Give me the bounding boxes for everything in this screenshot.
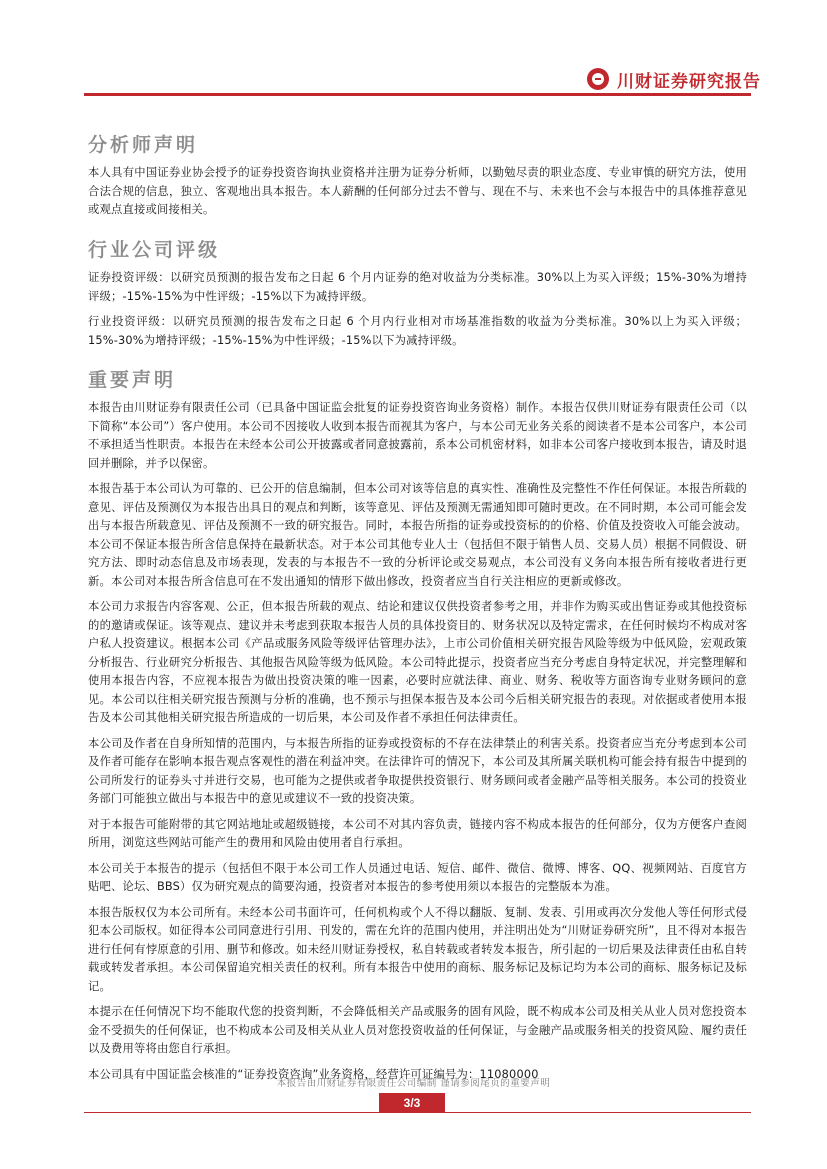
disclaimer-paragraph: 本提示在任何情况下均不能取代您的投资判断，不会降低相关产品或服务的固有风险，既不构成本公司及相关从业人员对您投资本金不受损失的任何保证，也不构成本公司及相关从业人员对您投资收益的任何保证，与金融产品或服务相关的投资风险、履约责任以及费用等将由您自行承担。: [88, 1005, 747, 1055]
industry-rating-paragraph: 行业投资评级：以研究员预测的报告发布之日起 6 个月内行业相对市场基准指数的收益为分类标准。30%以上为买入评级；15%-30%为增持评级；-15%-15%为中性评级；-15%以下为减持评级。: [88, 315, 747, 347]
license-paragraph: 本公司具有中国证监会核准的“证券投资咨询”业务资格，经营许可证编号为：11080000: [88, 1067, 539, 1081]
section-title-disclaimer: 重要声明: [88, 369, 177, 391]
analyst-statement-paragraph: 本人具有中国证券业协会授予的证券投资咨询执业资格并注册为证券分析师，以勤勉尽责的职业态度、专业审慎的研究方法，使用合法合规的信息，独立、客观地出具本报告。本人薪酬的任何部分过去不曾与、现在不与、未来也不会与本报告中的具体推荐意见或观点直接或间接相关。: [88, 166, 747, 216]
disclaimer-paragraph: 本报告版权仅为本公司所有。未经本公司书面许可，任何机构或个人不得以翻版、复制、发表、引用或再次分发他人等任何形式侵犯本公司版权。如征得本公司同意进行引用、刊发的，需在允许的范围内使用，并注明出处为“川财证券研究所”，且不得对本报告进行任何有悖原意的引用、删节和修改。如未经川财证券授权，私自转载或者转发本报告，所引起的一切后果及法律责任由私自转载或转发者承担。本公司保留追究相关责任的权利。所有本报告中使用的商标、服务标记及标记均为本公司的商标、服务标记及标记。: [88, 905, 747, 993]
disclaimer-section: [88, 369, 747, 1084]
header-divider: [84, 93, 751, 96]
page-number: 3/3: [379, 1093, 445, 1113]
section-title-analyst-statement: 分析师声明: [88, 134, 199, 156]
rating-section: [88, 239, 747, 350]
brand-title: 川财证券研究报告: [617, 71, 761, 92]
disclaimer-paragraph: 本报告由川财证券有限责任公司（已具备中国证监会批复的证券投资咨询业务资格）制作。本报告仅供川财证券有限责任公司（以下简称“本公司”）客户使用。本公司不因接收人收到本报告而视其为客户，与本公司无业务关系的阅读者不是本公司客户，本公司不承担适当性职责。本报告在未经本公司公开披露或者同意披露前，系本公司机密材料，如非本公司客户接收到本报告，请及时退回并删除，并予以保密。: [88, 401, 747, 470]
disclaimer-paragraph: 本公司关于本报告的提示（包括但不限于本公司工作人员通过电话、短信、邮件、微信、微博、博客、QQ、视频网站、百度官方贴吧、论坛、BBS）仅为研究观点的简要沟通，投资者对本报告的参考使用须以本报告的完整版本为准。: [88, 861, 747, 893]
security-rating-paragraph: 证券投资评级：以研究员预测的报告发布之日起 6 个月内证券的绝对收益为分类标准。30%以上为买入评级；15%-30%为增持评级；-15%-15%为中性评级；-15%以下为减持评级。: [88, 271, 747, 303]
footer-divider: [84, 1112, 751, 1113]
footer-note: 本报告由川财证券有限责任公司编制 谨请参阅尾页的重要声明: [276, 1078, 551, 1089]
header-brand: [587, 66, 761, 92]
disclaimer-paragraph: 本公司及作者在自身所知情的范围内，与本报告所指的证券或投资标的不存在法律禁止的利害关系。投资者应当充分考虑到本公司及作者可能存在影响本报告观点客观性的潜在利益冲突。在法律许可的情况下，本公司及其所属关联机构可能会持有报告中提到的公司所发行的证券头寸并进行交易，也可能为之提供或者争取提供投资银行、财务顾问或者金融产品等相关服务。本公司的投资业务部门可能独立做出与本报告中的意见或建议不一致的投资决策。: [88, 736, 747, 805]
section-title-rating: 行业公司评级: [88, 239, 221, 261]
analyst-statement-section: [88, 134, 747, 220]
disclaimer-paragraph: 对于本报告可能附带的其它网站地址或超级链接，本公司不对其内容负责，链接内容不构成本报告的任何部分，仅为方便客户查阅所用，浏览这些网站可能产生的费用和风险由使用者自行承担。: [88, 817, 747, 849]
disclaimer-paragraph: 本公司力求报告内容客观、公正，但本报告所载的观点、结论和建议仅供投资者参考之用，并非作为购买或出售证券或其他投资标的的邀请或保证。该等观点、建议并未考虑到获取本报告人员的具体投资目的、财务状况以及特定需求，在任何时候均不构成对客户私人投资建议。根据本公司《产品或服务风险等级评估管理办法》，上市公司价值相关研究报告风险等级为中低风险，宏观政策分析报告、行业研究分析报告、其他报告风险等级为低风险。本公司特此提示，投资者应当充分考虑自身特定状况，并完整理解和使用本报告内容，不应视本报告为做出投资决策的唯一因素，必要时应就法律、商业、财务、税收等方面咨询专业财务顾问的意见。本公司以往相关研究报告预测与分析的准确，也不预示与担保本报告及本公司今后相关研究报告的表现。对依据或者使用本报告及本公司其他相关研究报告所造成的一切后果，本公司及作者不承担任何法律责任。: [88, 600, 747, 724]
circle-logo-icon: [587, 68, 609, 90]
disclaimer-paragraph: 本报告基于本公司认为可靠的、已公开的信息编制，但本公司对该等信息的真实性、准确性及完整性不作任何保证。本报告所载的意见、评估及预测仅为本报告出具日的观点和判断，该等意见、评估及预测无需通知即可随时更改。在不同时期，本公司可能会发出与本报告所载意见、评估及预测不一致的研究报告。同时，本报告所指的证券或投资标的的价格、价值及投资收入可能会波动。本公司不保证本报告所含信息保持在最新状态。对于本公司其他专业人士（包括但不限于销售人员、交易人员）根据不同假设、研究方法、即时动态信息及市场表现，发表的与本报告不一致的分析评论或交易观点，本公司没有义务向本报告所有接收者进行更新。本公司对本报告所含信息可在不发出通知的情形下做出修改，投资者应当自行关注相应的更新或修改。: [88, 482, 747, 588]
